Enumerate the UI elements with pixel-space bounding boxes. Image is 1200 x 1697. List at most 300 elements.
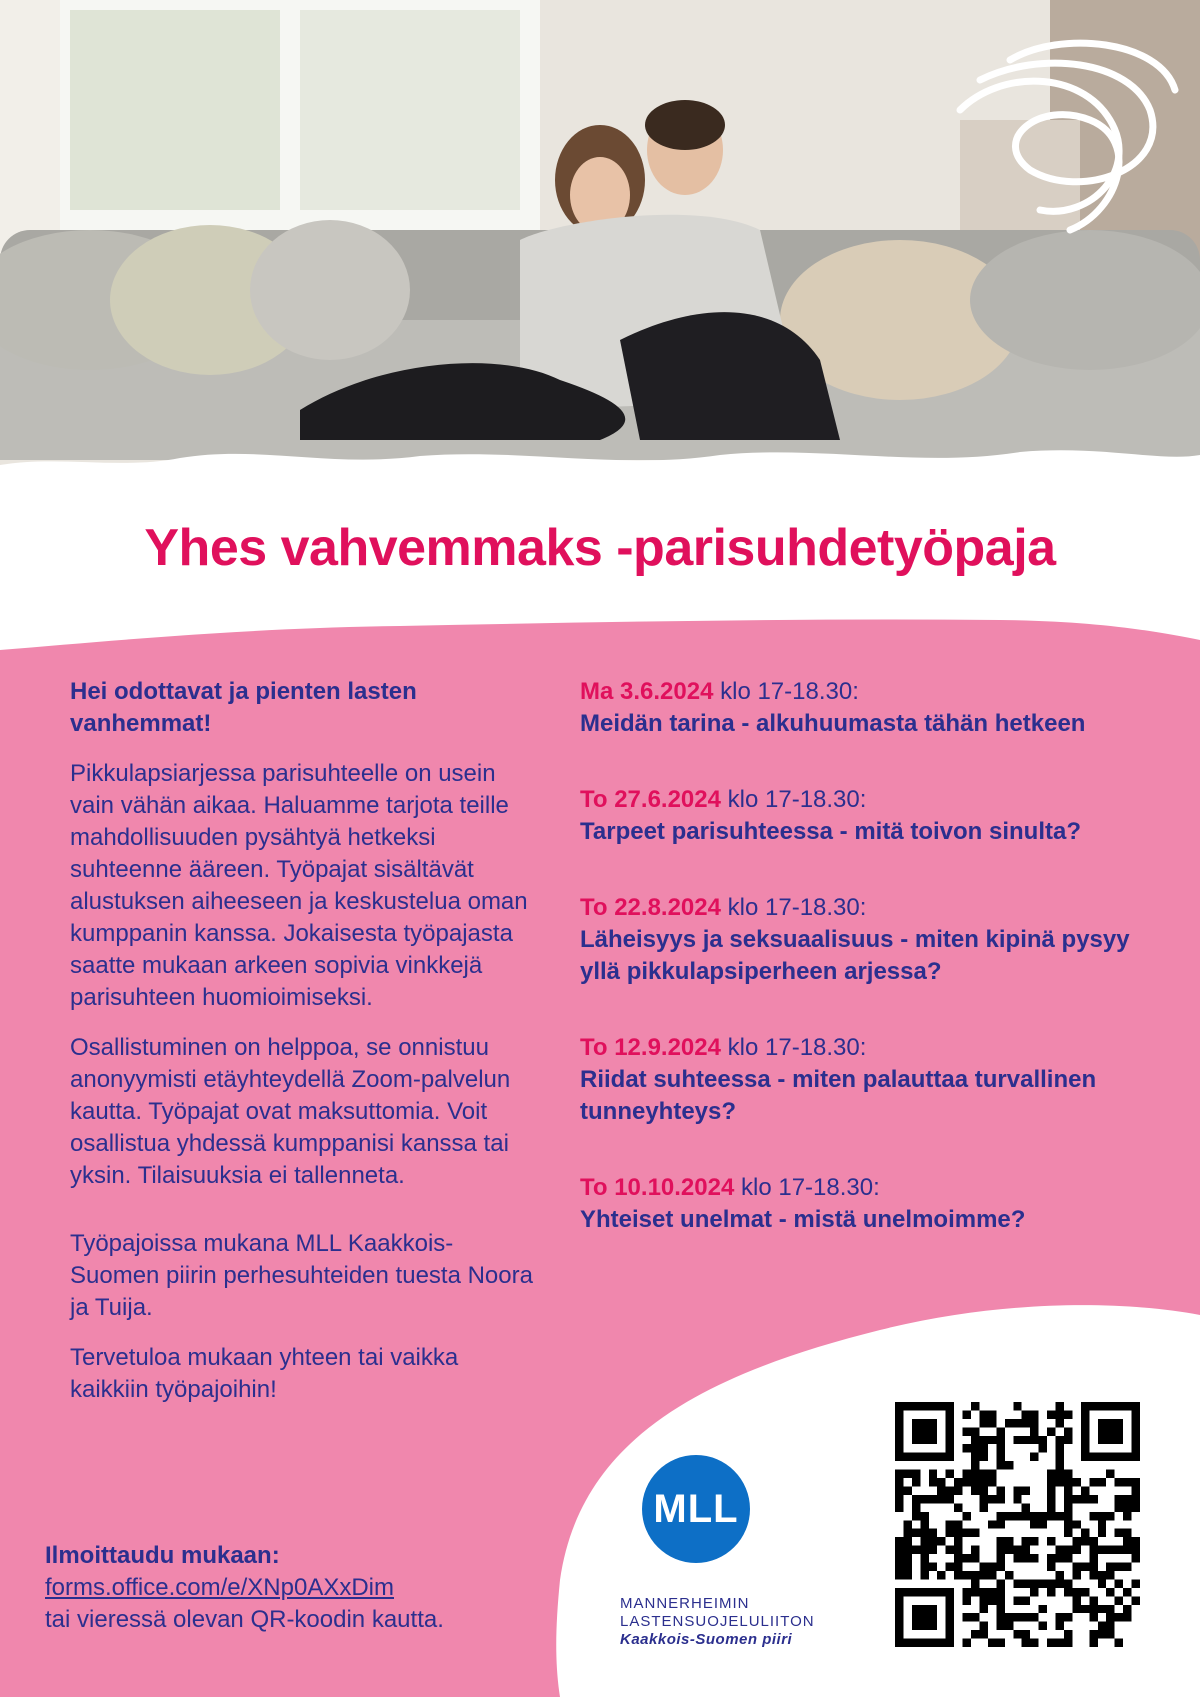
qr-module [1064, 1554, 1072, 1562]
qr-module [996, 1605, 1004, 1613]
qr-module [1089, 1512, 1097, 1520]
signup-link[interactable]: forms.office.com/e/XNp0AXxDim [45, 1574, 394, 1601]
qr-module [954, 1554, 962, 1562]
signup-heading: Ilmoittaudu mukaan: [45, 1542, 280, 1569]
qr-module [903, 1470, 911, 1478]
qr-module [1022, 1410, 1030, 1418]
qr-module [1132, 1554, 1140, 1562]
qr-module [1047, 1427, 1055, 1435]
qr-module [895, 1546, 903, 1554]
qr-module [1123, 1478, 1131, 1486]
qr-module [1056, 1419, 1064, 1427]
event-time: klo 17-18.30: [720, 786, 867, 813]
qr-module [912, 1546, 920, 1554]
qr-module [954, 1571, 962, 1579]
qr-module [937, 1486, 945, 1494]
qr-module [954, 1563, 962, 1571]
qr-module [1064, 1503, 1072, 1511]
qr-module [963, 1410, 971, 1418]
qr-module [903, 1546, 911, 1554]
qr-module [963, 1529, 971, 1537]
qr-module [963, 1512, 971, 1520]
qr-module [1089, 1554, 1097, 1562]
qr-module [1081, 1563, 1089, 1571]
mll-logo-mark: MLL [642, 1455, 750, 1563]
qr-module [1047, 1410, 1055, 1418]
qr-module [946, 1495, 954, 1503]
qr-module [996, 1563, 1004, 1571]
qr-module [1115, 1529, 1123, 1537]
qr-module [979, 1470, 987, 1478]
qr-module [1047, 1579, 1055, 1587]
qr-module [988, 1588, 996, 1596]
qr-module [1030, 1436, 1038, 1444]
qr-module [895, 1537, 903, 1545]
qr-module [1030, 1588, 1038, 1596]
qr-module [1064, 1495, 1072, 1503]
qr-module [1115, 1495, 1123, 1503]
event-date: To 10.10.2024 [580, 1174, 735, 1201]
page-title: Yhes vahvemmaks -parisuhdetyöpaja [144, 519, 1056, 577]
qr-module [903, 1563, 911, 1571]
event-item [580, 784, 1170, 848]
qr-module [988, 1478, 996, 1486]
qr-module [954, 1529, 962, 1537]
qr-module [1123, 1546, 1131, 1554]
qr-module [937, 1537, 945, 1545]
qr-module [996, 1427, 1004, 1435]
qr-module [1030, 1639, 1038, 1647]
qr-module [920, 1520, 928, 1528]
qr-module [1005, 1613, 1013, 1621]
intro-paragraph: Pikkulapsiarjessa parisuhteelle on usein vain vähän aikaa. Haluamme tarjota teille mahdollisuuden pysähtyä hetkeksi suhteenne ääreen. Työpajat sisältävät alustuksen aiheeseen ja keskustelua oman kumppanin kanssa. Jokaisesta työpajasta saatte mukaan arkeen sopivia vinkkejä parisuhteen huomioimiseksi. [70, 760, 528, 1011]
qr-module [971, 1546, 979, 1554]
qr-module [912, 1529, 920, 1537]
qr-module [954, 1546, 962, 1554]
qr-module [1106, 1571, 1114, 1579]
qr-module [971, 1554, 979, 1562]
qr-module [920, 1495, 928, 1503]
qr-code[interactable] [895, 1402, 1140, 1647]
qr-module [1072, 1520, 1080, 1528]
qr-module [1132, 1495, 1140, 1503]
event-time: klo 17-18.30: [734, 1174, 880, 1201]
qr-module [1123, 1495, 1131, 1503]
qr-module [1005, 1546, 1013, 1554]
qr-module [1030, 1579, 1038, 1587]
qr-module [979, 1588, 987, 1596]
qr-module [946, 1470, 954, 1478]
qr-module [996, 1486, 1004, 1494]
event-item [580, 1172, 1170, 1236]
qr-module [971, 1529, 979, 1537]
qr-module [1005, 1622, 1013, 1630]
signup-note: tai vieressä olevan QR-koodin kautta. [45, 1606, 444, 1633]
qr-module [1089, 1605, 1097, 1613]
qr-module [1013, 1554, 1021, 1562]
qr-module [1098, 1630, 1106, 1638]
qr-module [1106, 1613, 1114, 1621]
event-time: klo 17-18.30: [713, 678, 859, 705]
qr-module [1056, 1478, 1064, 1486]
qr-module [1098, 1512, 1106, 1520]
qr-module [1123, 1563, 1131, 1571]
qr-module [1089, 1495, 1097, 1503]
qr-module [929, 1563, 937, 1571]
qr-module [971, 1461, 979, 1469]
qr-module [988, 1571, 996, 1579]
qr-module [996, 1588, 1004, 1596]
qr-module [1022, 1436, 1030, 1444]
qr-module [996, 1537, 1004, 1545]
qr-module [895, 1486, 903, 1494]
qr-module [1005, 1461, 1013, 1469]
qr-module [1098, 1529, 1106, 1537]
qr-module [1072, 1495, 1080, 1503]
qr-module [1022, 1486, 1030, 1494]
qr-module [1039, 1579, 1047, 1587]
qr-module [971, 1588, 979, 1596]
qr-module [979, 1503, 987, 1511]
qr-module [1013, 1613, 1021, 1621]
qr-module [988, 1520, 996, 1528]
qr-module [1098, 1520, 1106, 1528]
qr-module [988, 1495, 996, 1503]
qr-module [971, 1478, 979, 1486]
qr-module [1047, 1512, 1055, 1520]
qr-module [1056, 1461, 1064, 1469]
qr-module [1072, 1478, 1080, 1486]
qr-module [963, 1613, 971, 1621]
qr-module [979, 1571, 987, 1579]
qr-module [971, 1630, 979, 1638]
qr-module [1056, 1571, 1064, 1579]
qr-module [996, 1461, 1004, 1469]
event-time: klo 17-18.30: [720, 1034, 867, 1061]
qr-module [1089, 1596, 1097, 1604]
qr-module [979, 1605, 987, 1613]
qr-module [895, 1503, 903, 1511]
qr-module [1022, 1546, 1030, 1554]
qr-module [1081, 1486, 1089, 1494]
qr-module [988, 1470, 996, 1478]
qr-module [1030, 1512, 1038, 1520]
qr-module [1030, 1520, 1038, 1528]
qr-module [963, 1478, 971, 1486]
event-topic: Tarpeet parisuhteessa - mitä toivon sinulta? [580, 818, 1081, 845]
qr-module [971, 1470, 979, 1478]
qr-module [929, 1470, 937, 1478]
qr-module [1056, 1546, 1064, 1554]
qr-module [946, 1546, 954, 1554]
qr-module [1013, 1402, 1021, 1410]
qr-module [1115, 1563, 1123, 1571]
qr-module [1030, 1613, 1038, 1621]
qr-module [1056, 1444, 1064, 1452]
qr-module [954, 1520, 962, 1528]
qr-module [1098, 1579, 1106, 1587]
participation-paragraph: Osallistuminen on helppoa, se onnistuu anonyymisti etäyhteydellä Zoom-palvelun kautta. Työpajat ovat maksuttomia. Voit osallistua yhdessä kumppanisi kanssa tai yksin. Tilaisuuksia ei tallenneta. [70, 1034, 511, 1189]
qr-module [1072, 1537, 1080, 1545]
qr-module [929, 1478, 937, 1486]
qr-module [954, 1478, 962, 1486]
qr-module [1089, 1478, 1097, 1486]
qr-module [988, 1563, 996, 1571]
qr-module [903, 1520, 911, 1528]
qr-module [895, 1495, 903, 1503]
qr-module [1022, 1639, 1030, 1647]
qr-module [912, 1478, 920, 1486]
qr-module [1072, 1571, 1080, 1579]
qr-module [971, 1486, 979, 1494]
qr-module [963, 1427, 971, 1435]
qr-module [1072, 1596, 1080, 1604]
qr-module [1064, 1639, 1072, 1647]
mll-logo [620, 1455, 870, 1648]
qr-module [912, 1503, 920, 1511]
qr-module [1132, 1596, 1140, 1604]
qr-module [1047, 1537, 1055, 1545]
qr-module [1064, 1520, 1072, 1528]
qr-module [1106, 1630, 1114, 1638]
qr-module [979, 1630, 987, 1638]
qr-module [954, 1486, 962, 1494]
qr-module [1039, 1512, 1047, 1520]
event-item [580, 1032, 1170, 1128]
event-topic: Meidän tarina - alkuhuumasta tähän hetkeen [580, 710, 1086, 737]
qr-module [1056, 1402, 1064, 1410]
qr-module [937, 1571, 945, 1579]
qr-module [954, 1537, 962, 1545]
qr-module [1115, 1478, 1123, 1486]
qr-module [920, 1537, 928, 1545]
qr-module [1013, 1512, 1021, 1520]
qr-module [971, 1613, 979, 1621]
qr-module [979, 1478, 987, 1486]
qr-module [1081, 1537, 1089, 1545]
qr-module [895, 1478, 903, 1486]
qr-module [1039, 1622, 1047, 1630]
qr-module [988, 1410, 996, 1418]
qr-module [1132, 1546, 1140, 1554]
qr-module [929, 1529, 937, 1537]
qr-module [1081, 1495, 1089, 1503]
qr-module [903, 1571, 911, 1579]
qr-module [1005, 1419, 1013, 1427]
qr-module [1089, 1639, 1097, 1647]
qr-module [996, 1444, 1004, 1452]
qr-module [1115, 1579, 1123, 1587]
qr-module [903, 1537, 911, 1545]
qr-module [1106, 1588, 1114, 1596]
qr-module [971, 1402, 979, 1410]
qr-module [1098, 1622, 1106, 1630]
qr-module [979, 1495, 987, 1503]
qr-module [895, 1563, 903, 1571]
event-date: Ma 3.6.2024 [580, 678, 714, 705]
qr-module [996, 1436, 1004, 1444]
qr-module [1089, 1546, 1097, 1554]
qr-module [1064, 1546, 1072, 1554]
qr-module [1106, 1512, 1114, 1520]
qr-module [1005, 1571, 1013, 1579]
qr-module [946, 1563, 954, 1571]
qr-module [979, 1622, 987, 1630]
signup-section [45, 1540, 565, 1636]
qr-module [971, 1436, 979, 1444]
qr-module [929, 1546, 937, 1554]
qr-module [920, 1546, 928, 1554]
qr-module [979, 1419, 987, 1427]
qr-module [963, 1639, 971, 1647]
event-date: To 22.8.2024 [580, 894, 721, 921]
qr-module [1115, 1596, 1123, 1604]
qr-module [1056, 1453, 1064, 1461]
qr-module [920, 1571, 928, 1579]
qr-module [937, 1495, 945, 1503]
qr-module [1064, 1470, 1072, 1478]
qr-module [1039, 1520, 1047, 1528]
qr-module [1089, 1563, 1097, 1571]
qr-module [1047, 1639, 1055, 1647]
qr-module [946, 1520, 954, 1528]
qr-module [979, 1563, 987, 1571]
qr-module [1064, 1478, 1072, 1486]
qr-module [1106, 1622, 1114, 1630]
event-list [580, 676, 1170, 1280]
event-topic: Riidat suhteessa - miten palauttaa turvallinen tunneyhteys? [580, 1066, 1097, 1125]
qr-module [1047, 1563, 1055, 1571]
qr-module [1022, 1630, 1030, 1638]
hosts-paragraph: Työpajoissa mukana MLL Kaakkois-Suomen piirin perhesuhteiden tuesta Noora ja Tuija. [70, 1230, 533, 1321]
qr-module [979, 1410, 987, 1418]
qr-module [963, 1596, 971, 1604]
qr-module [1115, 1639, 1123, 1647]
qr-module [1030, 1554, 1038, 1562]
qr-module [1132, 1486, 1140, 1494]
qr-module [954, 1503, 962, 1511]
qr-module [1013, 1579, 1021, 1587]
qr-module [1047, 1478, 1055, 1486]
qr-module [1123, 1605, 1131, 1613]
qr-module [1132, 1478, 1140, 1486]
qr-module [895, 1571, 903, 1579]
qr-module [1013, 1630, 1021, 1638]
qr-module [1030, 1427, 1038, 1435]
qr-module [1064, 1588, 1072, 1596]
qr-module [1064, 1436, 1072, 1444]
qr-module [929, 1537, 937, 1545]
qr-module [1064, 1613, 1072, 1621]
qr-module [963, 1588, 971, 1596]
qr-module [1072, 1546, 1080, 1554]
qr-module [988, 1596, 996, 1604]
qr-module [1123, 1512, 1131, 1520]
qr-module [895, 1554, 903, 1562]
qr-module [963, 1554, 971, 1562]
qr-module [912, 1495, 920, 1503]
qr-module [979, 1444, 987, 1452]
qr-module [1013, 1436, 1021, 1444]
event-date: To 27.6.2024 [580, 786, 721, 813]
qr-module [996, 1639, 1004, 1647]
qr-module [1106, 1470, 1114, 1478]
qr-module [1013, 1546, 1021, 1554]
qr-module [920, 1554, 928, 1562]
qr-module [1089, 1571, 1097, 1579]
qr-module [971, 1453, 979, 1461]
qr-module [996, 1613, 1004, 1621]
qr-module [1072, 1588, 1080, 1596]
event-item [580, 676, 1170, 740]
qr-module [988, 1436, 996, 1444]
qr-module [1072, 1605, 1080, 1613]
event-date: To 12.9.2024 [580, 1034, 721, 1061]
qr-module [979, 1453, 987, 1461]
qr-module [1047, 1588, 1055, 1596]
intro-column [70, 676, 540, 1424]
qr-module [1089, 1630, 1097, 1638]
qr-module [963, 1470, 971, 1478]
qr-module [920, 1512, 928, 1520]
qr-module [1030, 1410, 1038, 1418]
qr-module [996, 1453, 1004, 1461]
qr-module [1123, 1588, 1131, 1596]
qr-module [1056, 1622, 1064, 1630]
event-topic: Läheisyys ja seksuaalisuus - miten kipinä pysyy yllä pikkulapsiperheen arjessa? [580, 926, 1130, 985]
qr-module [1005, 1512, 1013, 1520]
qr-module [1005, 1537, 1013, 1545]
qr-module [912, 1470, 920, 1478]
qr-module [1064, 1630, 1072, 1638]
qr-module [1098, 1478, 1106, 1486]
qr-module [1081, 1529, 1089, 1537]
qr-module [1081, 1588, 1089, 1596]
qr-module [1089, 1537, 1097, 1545]
qr-module [1072, 1563, 1080, 1571]
qr-module [979, 1486, 987, 1494]
qr-module [1039, 1436, 1047, 1444]
qr-module [1106, 1546, 1114, 1554]
qr-module [1123, 1503, 1131, 1511]
qr-module [937, 1478, 945, 1486]
qr-module [1013, 1495, 1021, 1503]
qr-module [988, 1639, 996, 1647]
qr-module [1039, 1605, 1047, 1613]
qr-module [1115, 1503, 1123, 1511]
qr-module [1123, 1613, 1131, 1621]
qr-module [1022, 1613, 1030, 1621]
qr-module [1123, 1529, 1131, 1537]
logo-line-3: Kaakkois-Suomen piiri [620, 1631, 793, 1648]
couple-photo [0, 0, 1200, 480]
qr-module [971, 1579, 979, 1587]
qr-module [903, 1529, 911, 1537]
qr-module [1056, 1512, 1064, 1520]
qr-module [988, 1419, 996, 1427]
qr-module [1047, 1503, 1055, 1511]
qr-module [996, 1622, 1004, 1630]
qr-module [996, 1520, 1004, 1528]
qr-module [1047, 1486, 1055, 1494]
qr-module [946, 1529, 954, 1537]
qr-module [963, 1444, 971, 1452]
qr-module [971, 1571, 979, 1579]
qr-module [920, 1529, 928, 1537]
event-topic: Yhteiset unelmat - mistä unelmoimme? [580, 1206, 1026, 1233]
qr-module [1123, 1537, 1131, 1545]
qr-module [1013, 1596, 1021, 1604]
